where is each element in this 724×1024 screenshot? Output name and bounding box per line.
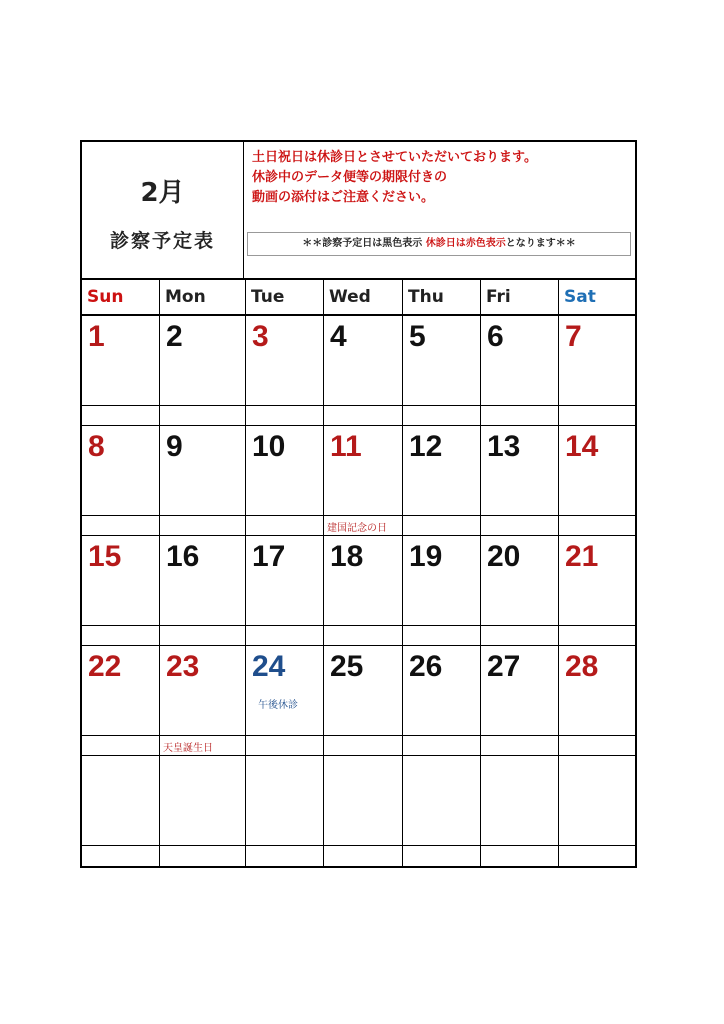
holiday-strip (559, 736, 635, 756)
day-cell (403, 426, 481, 516)
day-number: 16 (166, 540, 200, 573)
day-number: 7 (565, 320, 582, 353)
weekday-sun: Sun (82, 280, 160, 314)
holiday-strip (559, 846, 635, 866)
day-number: 24 (252, 650, 286, 683)
holiday-name: 建国記念の日 (327, 523, 387, 534)
day-number: 8 (88, 430, 105, 463)
day-cell (481, 756, 559, 846)
holiday-strip (160, 736, 246, 756)
day-cell (160, 646, 246, 736)
day-number: 20 (487, 540, 521, 573)
day-number: 9 (166, 430, 183, 463)
day-cell (160, 426, 246, 516)
holiday-strip (481, 406, 559, 426)
day-number: 14 (565, 430, 599, 463)
legend-closed-text: 休診日は赤色表示 (425, 238, 506, 249)
day-number: 11 (330, 430, 362, 463)
holiday-strip (82, 406, 160, 426)
day-number: 19 (409, 540, 443, 573)
day-cell (246, 756, 324, 846)
weekday-fri: Fri (481, 280, 559, 314)
weekday-sat: Sat (564, 287, 596, 307)
day-number: 13 (487, 430, 521, 463)
weekday-thu: Thu (403, 280, 481, 314)
holiday-strip (403, 846, 481, 866)
header-notice-box (244, 140, 637, 280)
weekday-wed: Wed (324, 280, 403, 314)
day-number: 18 (330, 540, 364, 573)
holiday-strip (160, 626, 246, 646)
holiday-strip (559, 516, 635, 536)
day-cell (559, 536, 635, 626)
day-cell (559, 426, 635, 516)
day-cell (403, 756, 481, 846)
day-cell (246, 536, 324, 626)
day-cell (246, 426, 324, 516)
holiday-strip (481, 516, 559, 536)
holiday-strip (481, 736, 559, 756)
calendar-sheet (80, 140, 637, 868)
day-number: 21 (565, 540, 599, 573)
legend-text-end: となります＊＊ (505, 238, 576, 249)
color-legend (247, 232, 631, 256)
day-number: 25 (330, 650, 364, 683)
holiday-strip (324, 626, 403, 646)
day-cell (82, 536, 160, 626)
holiday-strip (160, 846, 246, 866)
holiday-strip (160, 516, 246, 536)
day-number: 3 (252, 320, 269, 353)
day-cell (246, 646, 324, 736)
holiday-strip (403, 406, 481, 426)
holiday-strip (559, 406, 635, 426)
weekday-header-row (80, 280, 637, 316)
holiday-strip (246, 516, 324, 536)
day-number: 2 (166, 320, 183, 353)
holiday-strip (324, 406, 403, 426)
header-month-box (80, 140, 244, 280)
day-number: 27 (487, 650, 521, 683)
day-cell (481, 316, 559, 406)
day-cell (324, 536, 403, 626)
day-number: 10 (252, 430, 286, 463)
notice-line: 動画の添付はご注意ください。 (252, 190, 435, 205)
day-cell (481, 646, 559, 736)
day-cell (82, 646, 160, 736)
day-cell (481, 426, 559, 516)
holiday-strip (481, 626, 559, 646)
day-cell (559, 316, 635, 406)
day-number: 12 (409, 430, 443, 463)
day-cell (82, 756, 160, 846)
holiday-strip (324, 736, 403, 756)
day-number: 23 (166, 650, 200, 683)
notice-line: 土日祝日は休診日とさせていただいております。 (252, 150, 537, 165)
day-cell (559, 756, 635, 846)
holiday-strip (246, 406, 324, 426)
calendar-grid (80, 316, 637, 868)
holiday-strip (324, 516, 403, 536)
day-cell (324, 426, 403, 516)
day-number: 1 (88, 320, 105, 353)
day-cell (82, 316, 160, 406)
day-number: 28 (565, 650, 599, 683)
holiday-strip (160, 406, 246, 426)
day-number: 26 (409, 650, 443, 683)
day-note: 午後休診 (258, 700, 298, 711)
day-number: 17 (252, 540, 286, 573)
legend-text: ＊＊診察予定日は黒色表示 (302, 238, 423, 249)
holiday-strip (246, 736, 324, 756)
day-cell (403, 536, 481, 626)
holiday-strip (559, 626, 635, 646)
holiday-strip (324, 846, 403, 866)
holiday-strip (82, 846, 160, 866)
holiday-strip (403, 516, 481, 536)
day-cell (324, 316, 403, 406)
holiday-strip (481, 846, 559, 866)
holiday-strip (82, 516, 160, 536)
day-cell (324, 756, 403, 846)
day-number: 4 (330, 320, 347, 353)
day-number: 5 (409, 320, 426, 353)
holiday-strip (82, 736, 160, 756)
closure-notice (252, 148, 632, 208)
day-cell (403, 316, 481, 406)
weekday-tue: Tue (246, 280, 324, 314)
day-cell (481, 536, 559, 626)
notice-line: 休診中のデータ便等の期限付きの (252, 170, 448, 185)
day-cell (324, 646, 403, 736)
holiday-name: 天皇誕生日 (163, 743, 213, 754)
day-cell (160, 756, 246, 846)
day-number: 15 (88, 540, 122, 573)
month-label: 2月 (140, 178, 185, 208)
day-cell (160, 536, 246, 626)
holiday-strip (246, 626, 324, 646)
holiday-strip (82, 626, 160, 646)
day-number: 22 (88, 650, 122, 683)
day-cell (403, 646, 481, 736)
weekday-mon: Mon (160, 280, 246, 314)
schedule-title: 診察予定表 (109, 230, 215, 252)
day-cell (559, 646, 635, 736)
holiday-strip (403, 736, 481, 756)
holiday-strip (403, 626, 481, 646)
day-cell (160, 316, 246, 406)
day-cell (82, 426, 160, 516)
day-number: 6 (487, 320, 504, 353)
day-cell (246, 316, 324, 406)
holiday-strip (246, 846, 324, 866)
